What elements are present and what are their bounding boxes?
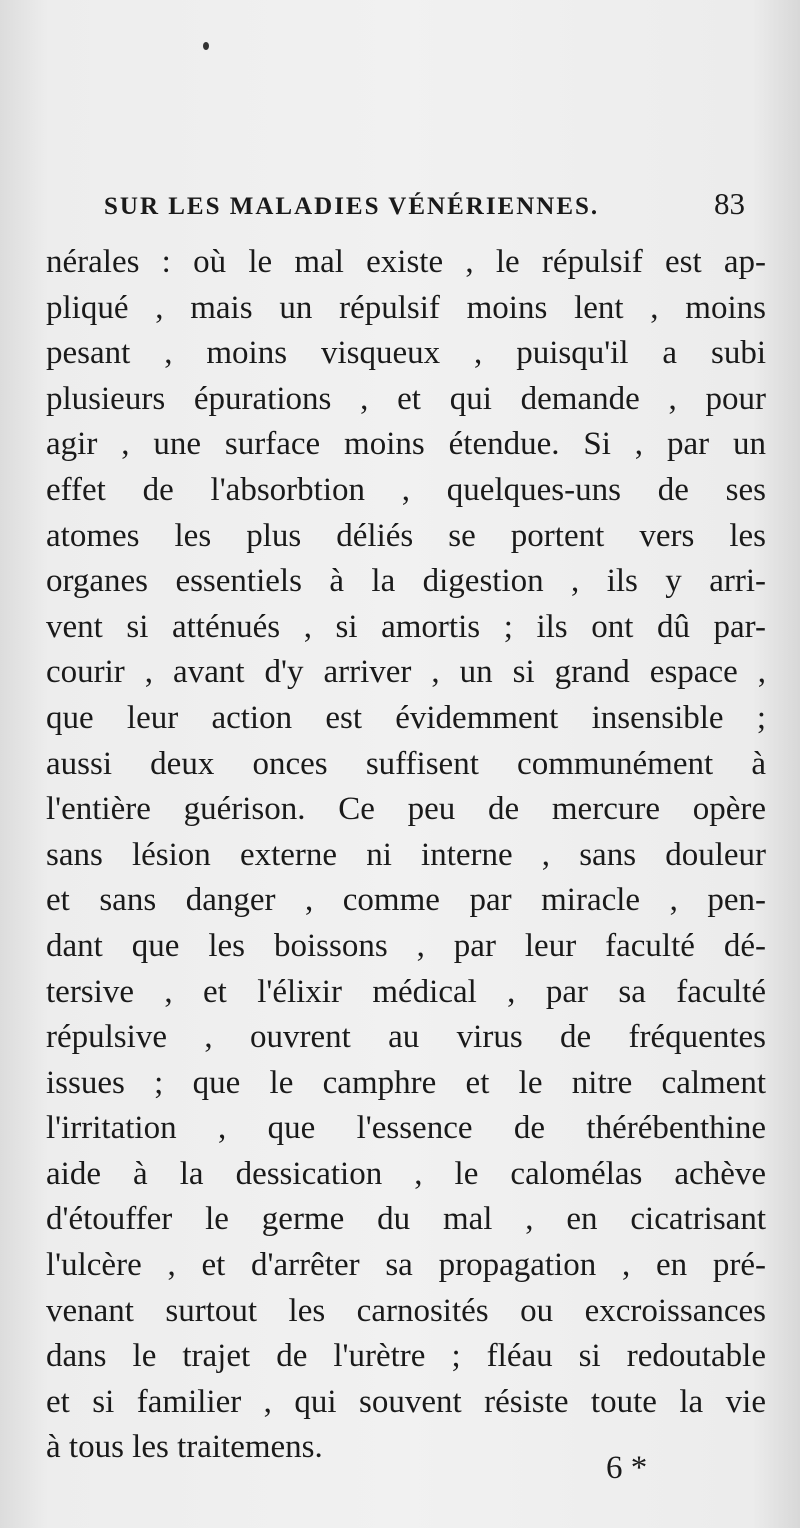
text-line: effet de l'absorbtion , quelques-uns de ses xyxy=(46,471,766,508)
text-line: tersive , et l'élixir médical , par sa faculté xyxy=(46,973,766,1010)
text-line: dans le trajet de l'urètre ; fléau si redoutable xyxy=(46,1338,766,1375)
text-line: répulsive , ouvrent au virus de fréquentes xyxy=(46,1019,766,1056)
text-line: organes essentiels à la digestion , ils y arri- xyxy=(46,563,766,600)
body-text xyxy=(46,240,766,1471)
text-line: atomes les plus déliés se portent vers les xyxy=(46,517,766,554)
text-line: l'ulcère , et d'arrêter sa propagation , en pré- xyxy=(46,1247,766,1284)
text-line: agir , une surface moins étendue. Si , par un xyxy=(46,426,766,463)
text-line: d'étouffer le germe du mal , en cicatrisant xyxy=(46,1201,766,1238)
text-line: sans lésion externe ni interne , sans douleur xyxy=(46,836,766,873)
text-line: aide à la dessication , le calomélas achève xyxy=(46,1155,766,1192)
text-line: pesant , moins visqueux , puisqu'il a subi xyxy=(46,335,766,372)
text-line: courir , avant d'y arriver , un si grand espace , xyxy=(46,654,766,691)
page-header xyxy=(104,186,745,230)
text-line: aussi deux onces suffisent communément à xyxy=(46,745,766,782)
signature-mark: 6 * xyxy=(606,1450,648,1486)
text-line-last: à tous les traitemens. xyxy=(46,1429,323,1466)
text-line: venant surtout les carnosités ou excroissances xyxy=(46,1292,766,1329)
text-line: plusieurs épurations , et qui demande , pour xyxy=(46,380,766,417)
text-line: que leur action est évidemment insensible ; xyxy=(46,699,766,736)
page-number: 83 xyxy=(714,186,745,221)
text-line: l'irritation , que l'essence de thérébenthine xyxy=(46,1110,766,1147)
text-line: vent si atténués , si amortis ; ils ont dû par- xyxy=(46,608,766,645)
text-line: l'entière guérison. Ce peu de mercure opère xyxy=(46,791,766,828)
text-line: dant que les boissons , par leur faculté dé- xyxy=(46,927,766,964)
running-title: SUR LES MALADIES VÉNÉRIENNES. xyxy=(104,193,600,220)
text-line: et si familier , qui souvent résiste toute la vie xyxy=(46,1383,766,1420)
text-line: nérales : où le mal existe , le répulsif est ap- xyxy=(46,244,766,280)
text-line: issues ; que le camphre et le nitre calment xyxy=(46,1064,766,1101)
ink-speck xyxy=(203,42,209,50)
text-line: et sans danger , comme par miracle , pen- xyxy=(46,882,766,919)
text-line: pliqué , mais un répulsif moins lent , moins xyxy=(46,289,766,326)
